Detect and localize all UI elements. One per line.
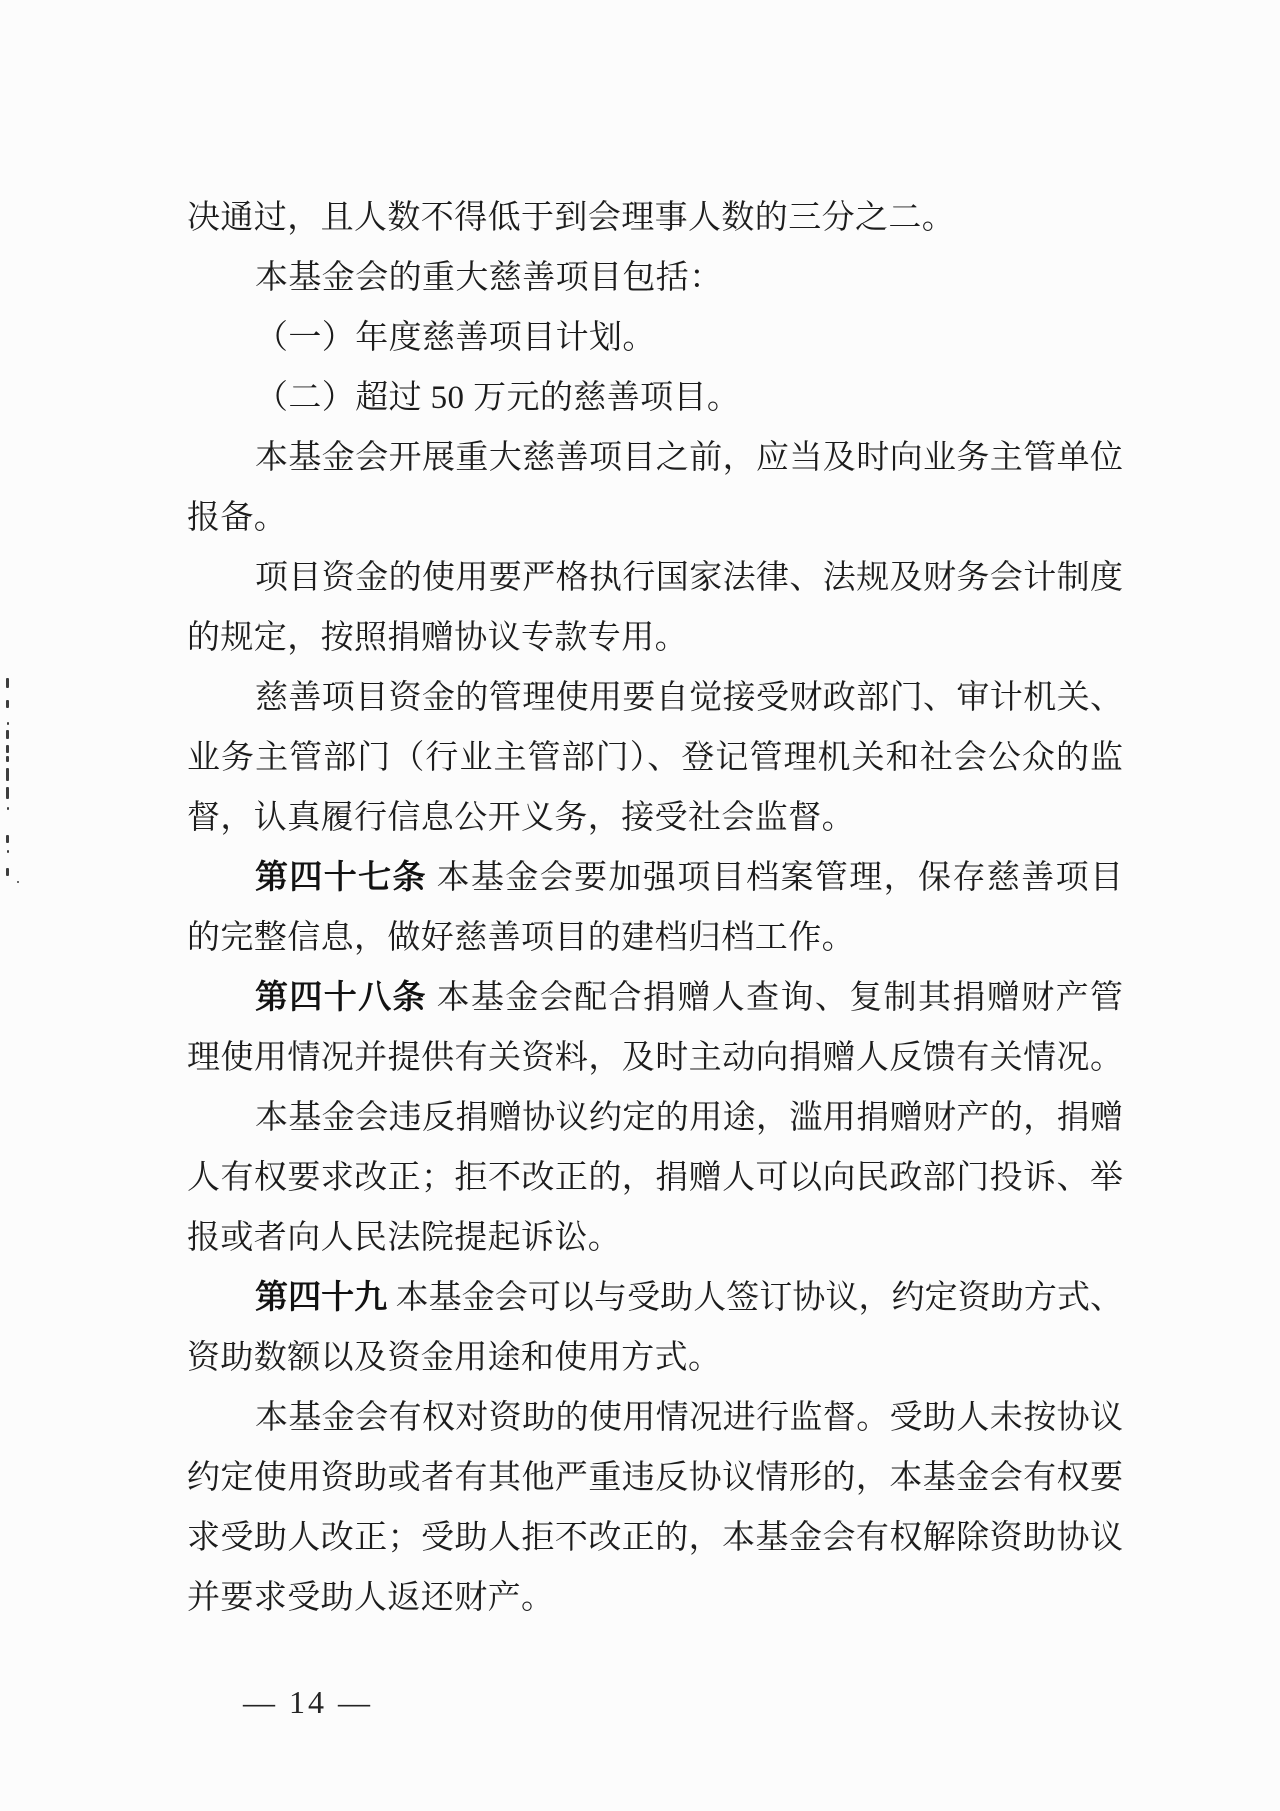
text-line [187, 428, 1123, 488]
text-segment: 的完整信息，做好慈善项目的建档归档工作。 [187, 920, 855, 956]
text-segment: 报或者向人民法院提起诉讼。 [187, 1220, 622, 1256]
scan-artifact-mark [6, 745, 9, 753]
text-line [187, 1148, 1123, 1208]
text-segment: 报备。 [187, 500, 288, 536]
article-heading: 第四十九 [255, 1280, 388, 1316]
scan-artifact-mark [6, 768, 9, 781]
scan-artifact-mark [6, 868, 9, 876]
scan-artifact-mark [6, 787, 9, 799]
text-line [187, 1268, 1123, 1328]
text-segment: 本基金会开展重大慈善项目之前，应当及时向业务主管单位 [255, 440, 1123, 476]
text-segment: 本基金会有权对资助的使用情况进行监督。受助人未按协议 [255, 1400, 1123, 1436]
text-line [187, 1088, 1123, 1148]
scan-artifact-mark [7, 850, 9, 853]
article-heading: 第四十七条 [255, 860, 427, 896]
text-line [187, 368, 1123, 428]
text-line [187, 668, 1123, 728]
text-segment: 业务主管部门（行业主管部门）、登记管理机关和社会公众的监 [187, 740, 1123, 776]
text-segment: （二）超过 50 万元的慈善项目。 [255, 380, 741, 416]
text-line [187, 248, 1123, 308]
text-line [187, 1448, 1123, 1508]
document-lines [187, 188, 1123, 1628]
text-line [187, 908, 1123, 968]
scan-artifact-mark [6, 730, 9, 739]
text-line [187, 1328, 1123, 1388]
text-segment: 本基金会要加强项目档案管理，保存慈善项目 [426, 860, 1124, 896]
text-line [187, 1508, 1123, 1568]
scan-artifact-mark [6, 700, 9, 708]
text-segment: 慈善项目资金的管理使用要自觉接受财政部门、审计机关、 [255, 680, 1123, 716]
text-line [187, 1388, 1123, 1448]
text-line [187, 308, 1123, 368]
text-line [187, 788, 1123, 848]
scan-artifact-mark [6, 835, 9, 843]
text-segment: 的规定，按照捐赠协议专款专用。 [187, 620, 688, 656]
text-segment: 项目资金的使用要严格执行国家法律、法规及财务会计制度 [255, 560, 1123, 596]
text-line [187, 608, 1123, 668]
text-line [187, 1208, 1123, 1268]
scan-artifact-mark [17, 881, 19, 883]
text-segment: 资助数额以及资金用途和使用方式。 [187, 1340, 722, 1376]
text-segment: 人有权要求改正；拒不改正的，捐赠人可以向民政部门投诉、举 [187, 1160, 1123, 1196]
text-segment: 本基金会配合捐赠人查询、复制其捐赠财产管 [426, 980, 1124, 1016]
text-line [187, 548, 1123, 608]
text-line [187, 1028, 1123, 1088]
page-number: — 14 — [243, 1684, 373, 1720]
scan-artifact-mark [6, 756, 9, 762]
text-segment: 并要求受助人返还财产。 [187, 1580, 555, 1616]
text-segment: 决通过，且人数不得低于到会理事人数的三分之二。 [187, 200, 956, 236]
text-segment: 本基金会的重大慈善项目包括： [255, 260, 723, 296]
text-line [187, 1568, 1123, 1628]
text-segment: 本基金会违反捐赠协议约定的用途，滥用捐赠财产的，捐赠 [255, 1100, 1123, 1136]
text-segment: 约定使用资助或者有其他严重违反协议情形的，本基金会有权要 [187, 1460, 1123, 1496]
text-line [187, 728, 1123, 788]
scan-artifact-mark [7, 807, 9, 810]
article-heading: 第四十八条 [255, 980, 427, 1016]
text-segment: 督，认真履行信息公开义务，接受社会监督。 [187, 800, 855, 836]
text-segment: 理使用情况并提供有关资料，及时主动向捐赠人反馈有关情况。 [187, 1040, 1123, 1076]
scan-artifact-mark [7, 722, 9, 725]
text-segment: （一）年度慈善项目计划。 [255, 320, 656, 356]
scan-artifact-mark [6, 678, 9, 688]
text-line [187, 968, 1123, 1028]
text-line [187, 188, 1123, 248]
text-segment: 求受助人改正；受助人拒不改正的，本基金会有权解除资助协议 [187, 1520, 1123, 1556]
text-line [187, 488, 1123, 548]
text-line [187, 848, 1123, 908]
text-segment: 本基金会可以与受助人签订协议，约定资助方式、 [387, 1280, 1124, 1316]
